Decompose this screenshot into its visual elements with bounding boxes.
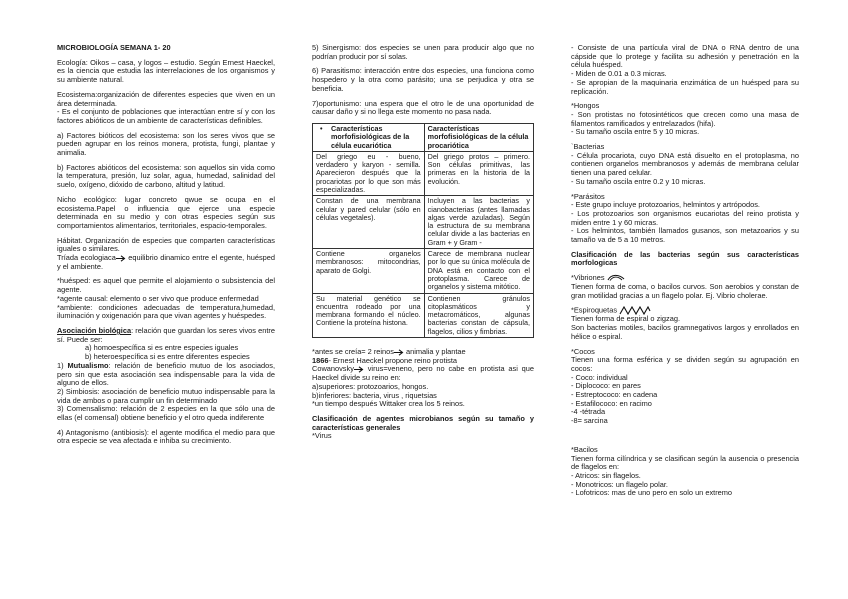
bacilos-text: Tienen forma cilíndrica y se clasifican según la ausencia o presencia de flagelos en: — [571, 453, 799, 472]
list-item: b) heteroespecífica si es entre diferentes especies — [85, 352, 250, 362]
table-row — [313, 293, 534, 337]
factores-abioticos: b) Factores abióticos del ecosistema: son aquellos sin vida como la temperatura, presión, luz solar, agua, humedad, salinidad del suelo, oxígeno, dióxido de carbono, altitud y latitud. — [57, 162, 275, 190]
ecologia-paragraph: Ecología: Oikos – casa, y logos – estudio. Según Ernest Haeckel, es la ciencia que estudia las interrelaciones de los organismos y su ambiente natural. — [57, 57, 275, 85]
column-3 — [571, 44, 799, 498]
cowanovsky-label: Cowanovsky — [312, 364, 354, 374]
hongos-detail-1: - Son protistas no fotosintéticos que crecen como una masa de filamentos ramificados y entrelazados (hifa). — [571, 109, 799, 128]
table-cell: Del griego eu - bueno, verdadero y karyon - semilla. Aparecieron después que la procariotas por lo que son más especializadas. — [313, 151, 425, 195]
bacilos-heading: *Bacilos — [571, 444, 598, 454]
sinergismo: 5) Sinergismo: dos especies se unen para producir algo que no podrían producir por sí solas. — [312, 43, 534, 61]
mutualismo-text: : relación de beneficio mutuo de los asociados, pero sin que esta asociación sea indispensable para la vida de alguno de ellos. — [57, 360, 276, 388]
clasificacion-heading: Clasificación de agentes microbianos según su tamaño y características generales — [312, 413, 534, 432]
table-cell: Su material genético se encuentra rodeado por una membrana formando el núcleo. Contiene la proteína histona. — [313, 293, 425, 337]
parasitos-detail-1: - Este grupo incluye protozoarios, helmintos y artrópodos. — [571, 200, 760, 210]
antagonismo: 4) Antagonismo (antibiosis): el agente modifica el medio para que otra especie se vea afectada e inhiba su crecimiento. — [57, 427, 275, 446]
arrow-right-icon — [394, 349, 404, 356]
asociacion-text: : relación que guardan los seres vivos entre sí. Puede ser: — [57, 325, 275, 344]
table-cell: Incluyen a las bacterias y cianobacterias (antes llamadas algas verde azuladas). Según la estructura de su membrana celular divide a las bacterias en Gram + y Gram - — [424, 196, 533, 249]
header-procariotica: Características morfofisiológicas de la célula procariótica — [424, 123, 533, 151]
cocos-heading: *Cocos — [571, 346, 595, 356]
triada-text: equilibrio dinamico entre el egente, huésped y el ambiente. — [57, 253, 275, 271]
simbiosis: 2) Simbiosis: asociación de beneficio mutuo indispensable para la vida de ambos o para cumplir un fin determinado — [57, 386, 275, 405]
triada-label: Tríada ecologiaca — [57, 253, 116, 263]
cocos-text: Tienen una forma esférica y se dividen según su agrupación en cocos: — [571, 355, 799, 373]
superiores-note: a)superiores: protozoarios, hongos. — [312, 381, 429, 391]
table-row — [313, 196, 534, 249]
mutualismo-number: 1) — [57, 360, 68, 370]
list-item: -4 -tétrada — [571, 407, 606, 417]
table-header-row — [313, 123, 534, 151]
nicho-ecologico: Nicho ecológico: lugar concreto qwue se ocupa en el ecosistema.Papel o influencia que ejerce una especie determinada en su medio y con otras especies según sus comportamientos alimentarios, territoriales, espacio-temporales. — [57, 194, 275, 230]
ecosistema-definition: Ecosistema:organización de diferentes especies que viven en un área determinada. — [57, 89, 275, 108]
agente-note: *agente causal: elemento o ser vivo que produce enfermedad — [57, 293, 259, 303]
list-item: a) homoespecífica si es entre especies iguales — [85, 343, 239, 353]
virus-detail-3: - Se apropian de la maquinaria enzimática de un huésped para su replicación. — [571, 77, 799, 96]
cell-comparison-table — [312, 123, 534, 338]
wittaker-note: *un tiempo después Wittaker crea los 5 reinos. — [312, 399, 465, 409]
haeckel-year: 1866 — [312, 355, 329, 365]
table-cell: Carece de membrana nuclear por lo que su única molécula de DNA está en contacto con el protoplasma. Carece de organelos y sistema mitótico. — [424, 249, 533, 293]
bacterias-detail-1: - Célula procariota, cuyo DNA está disuelto en el protoplasma, no contienen organelos membranosos y además de membrana celular tienen una pared celular. — [571, 150, 799, 178]
clasificacion-bacterias-heading: Clasificación de las bacterias según sus características morfologicas — [571, 249, 799, 268]
table-row — [313, 151, 534, 195]
bacterias-detail-2: - Su tamaño oscila entre 0.2 y 10 micras. — [571, 176, 706, 186]
column-1 — [57, 44, 275, 452]
reinos-text: animalia y plantae — [403, 347, 466, 357]
header-eucariotica: • Características morfofisiológicas de la célula eucariótica — [313, 123, 425, 151]
parasitos-heading: *Parásitos — [571, 191, 605, 201]
virus-detail-1: - Consiste de una partícula viral de DNA o RNA dentro de una cápside que lo protege y facilita su adhesión y penetración en la célula huésped. — [571, 43, 799, 70]
asociacion-list — [57, 344, 275, 361]
table-cell: Contiene organelos membranosos: mitocondrias, aparato de Golgi. — [313, 249, 425, 293]
hongos-heading: *Hongos — [571, 101, 600, 111]
asociacion-paragraph — [57, 327, 275, 344]
table-cell: Constan de una membrana celular y pared celular (sólo en células vegetales). — [313, 196, 425, 249]
vibriones-heading: *Vibriones — [571, 273, 605, 283]
virus-detail-2: - Miden de 0.01 a 0.3 micras. — [571, 69, 667, 79]
espiroquetas-detail-2: Son bacterias motiles, bacilos gramnegativos largos y enrollados en hélice o espiral. — [571, 323, 799, 341]
asociacion-heading: Asociación biológica — [57, 325, 132, 335]
habitat: Hábitat. Organización de especies que comparten características iguales o similares. — [57, 235, 275, 254]
list-item: - Lofotricos: mas de uno pero en solo un extremo — [571, 488, 733, 498]
list-item: - Diplococo: en pares — [571, 381, 641, 391]
comensalismo: 3) Comensalismo: relación de 2 especies en la que sólo una de ellas (el comensal) obtiene beneficio y el otro queda indiferente — [57, 404, 275, 423]
list-item: -8= sarcina — [571, 416, 608, 426]
huesped-note: *huésped: es aquel que permite el alojamiento o subsistencia del agente. — [57, 276, 275, 295]
list-item: - Atricos: sin flagelos. — [571, 470, 641, 480]
parasitos-detail-3: - Los helmintos, también llamados gusanos, son metazoarios y su tamaño va de 5 a 10 metros. — [571, 226, 799, 245]
ambiente-note: *ambiente: condiciones adecuadas de temperatura,humedad, iluminación y oxigenación para que vivan agentes y huéspedes. — [57, 302, 275, 321]
bacterias-heading: `Bacterias — [571, 142, 605, 152]
parasitos-detail-2: - Los protozoarios son organismos eucariotas del reino protista y miden entre 1 y 60 micras. — [571, 208, 799, 227]
list-item: - Coco: individual — [571, 372, 628, 382]
triada-ecologica — [57, 254, 275, 271]
oportunismo: 7)oportunismo: una espera que el otro le de una oportunidad de causar daño y si no llega este momento no pasa nada. — [312, 98, 534, 117]
reinos-label: *antes se creía= 2 reinos — [312, 347, 394, 357]
cowanovsky-note — [312, 365, 534, 382]
mutualismo-heading: Mutualismo — [67, 360, 109, 370]
list-item: - Monotricos: un flagelo polar. — [571, 479, 668, 489]
virus-heading: *Virus — [312, 431, 332, 441]
vibriones-text: Tienen forma de coma, o bacilos curvos. Son aerobios y constan de gran motilidad gracias a un flagelo polar. Ej. Vibrio cholerae. — [571, 281, 799, 300]
page-title: MICROBIOLOGÍA SEMANA 1- 20 — [57, 43, 171, 52]
parasitismo: 6) Parasitismo: interacción entre dos especies, una funciona como hospedero y la otra como parásito; una se perjudica y otra se beneficia. — [312, 66, 534, 93]
cowanovsky-text: virus=veneno, pero no cabe en protista asi que Haeckel divide su reino en: — [312, 364, 534, 383]
inferiores-note: b)inferiores: bacteria, virus , riquetsias — [312, 390, 437, 400]
list-item: - Estreptococo: en cadena — [571, 390, 658, 400]
table-cell: Del griego protos – primero. Son células primitivas, las primeras en la historia de la evolución. — [424, 151, 533, 195]
column-2 — [312, 44, 534, 441]
list-item: - Estafilococo: en racimo — [571, 398, 652, 408]
espiroquetas-heading: *Espiroquetas — [571, 305, 618, 315]
ecosistema-detail: - Es el conjunto de poblaciones que interactúan entre sí y con los factores abióticos de un ambiente de características definibles. — [57, 107, 275, 125]
mutualismo — [57, 362, 275, 388]
factores-bioticos: a) Factores bióticos del ecosistema: son los seres vivos que se pueden agrupar en los reinos monera, protista, fungi, plantae y animalia. — [57, 130, 275, 158]
arrow-right-icon — [354, 366, 364, 373]
espiroquetas-detail-1: Tienen forma de espiral o zigzag. — [571, 314, 681, 324]
table-cell: Contienen gránulos citoplasmáticos y metacromáticos, algunas bacterias constan de cápsula, flagelos, cilios y fimbrias. — [424, 293, 533, 337]
haeckel-text: - Ernest Haeckel propone reino protista — [328, 355, 458, 365]
hongos-detail-2: - Su tamaño oscila entre 5 y 10 micras. — [571, 127, 700, 137]
arrow-right-icon — [116, 255, 126, 262]
table-row — [313, 249, 534, 293]
